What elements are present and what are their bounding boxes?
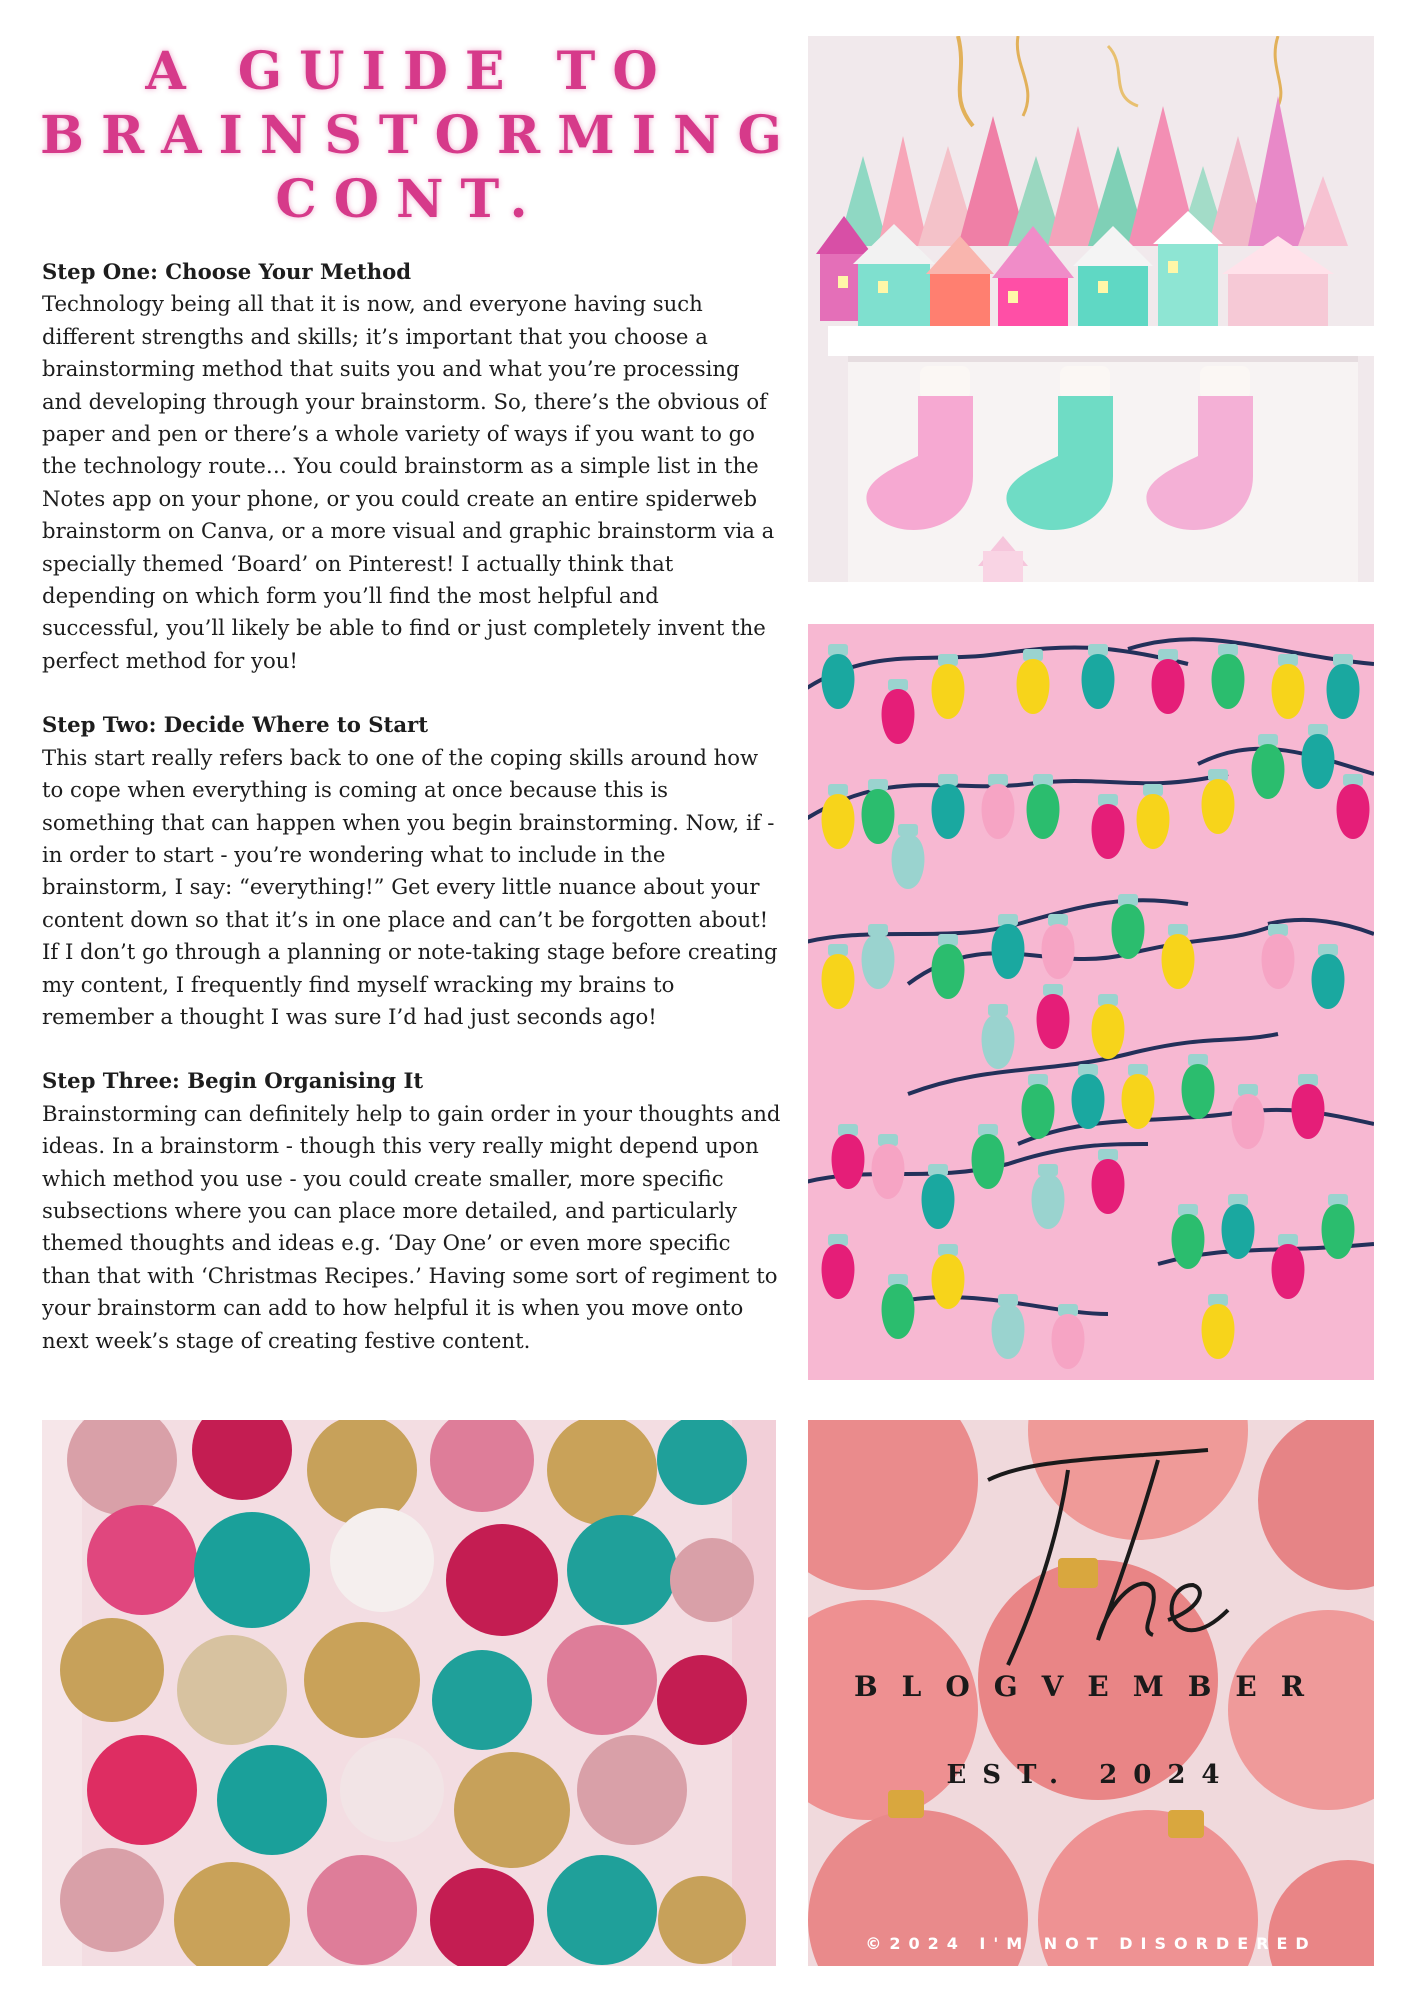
brand-card (808, 1420, 1374, 1966)
step-three (42, 1065, 782, 1357)
lights-pattern (808, 624, 1374, 1380)
step-two (42, 709, 782, 1033)
article-body (42, 256, 782, 1389)
title-line-1: A GUIDE TO (145, 41, 675, 102)
brand-copyright: ©2024 I'M NOT DISORDERED (865, 1934, 1317, 1953)
step-one-text: Technology being all that it is now, and everyone having such different strengths and skills; it’s important that you choose a brainstorming method that suits you and what you’re processing and developing through your brainstorm. So, there’s the obvious of paper and pen or there’s a whole variety of ways if you want to go the technology route… You could brainstorm as a simple list in the Notes app on your phone, or you could create an entire spiderweb brainstorm on Canva, or a more visual and graphic brainstorm via a specially themed ‘Board’ on Pinterest! I actually think that depending on which form you’ll find the most helpful and successful, you’ll likely be able to find or just completely invent the perfect method for you! (42, 291, 775, 673)
brand-name: BLOGVEMBER (854, 1670, 1328, 1703)
ornaments-photo (42, 1420, 776, 1966)
step-three-heading: Step Three: Begin Organising It (42, 1068, 424, 1094)
title-line-2: BRAINSTORMING (40, 105, 799, 166)
lights-illustration (808, 624, 1374, 1380)
mantel-illustration (808, 36, 1374, 582)
step-two-heading: Step Two: Decide Where to Start (42, 712, 428, 738)
step-one (42, 256, 782, 677)
mantel-photo (808, 36, 1374, 582)
title-line-3: CONT. (275, 169, 545, 230)
step-three-text: Brainstorming can definitely help to gain order in your thoughts and ideas. In a brainstorm - though this very really might depend upon which method you use - you could create smaller, more specific subsections where you can place more detailed, and particularly themed thoughts and ideas e.g. ‘Day One’ or even more specific than that with ‘Christmas Recipes.’ Having some sort of regiment to your brainstorm can add to how helpful it is when you move onto next week’s stage of creating festive content. (42, 1100, 781, 1353)
page-title (40, 40, 799, 232)
step-two-text: This start really refers back to one of the coping skills around how to cope when everything is coming at once because this is something that can happen when you begin brainstorming. Now, if - in order to start - you’re wondering what to include in the brainstorm, I say: “everything!” Get every little nuance about your content down so that it’s in one place and can’t be forgotten about! If I don’t go through a planning or note-taking stage before creating my content, I frequently find myself wracking my brains to remember a thought I was sure I’d had just seconds ago! (42, 744, 778, 1029)
brand-established: EST. 2024 (946, 1760, 1236, 1790)
step-one-heading: Step One: Choose Your Method (42, 259, 412, 284)
ornaments-illustration (42, 1420, 776, 1966)
